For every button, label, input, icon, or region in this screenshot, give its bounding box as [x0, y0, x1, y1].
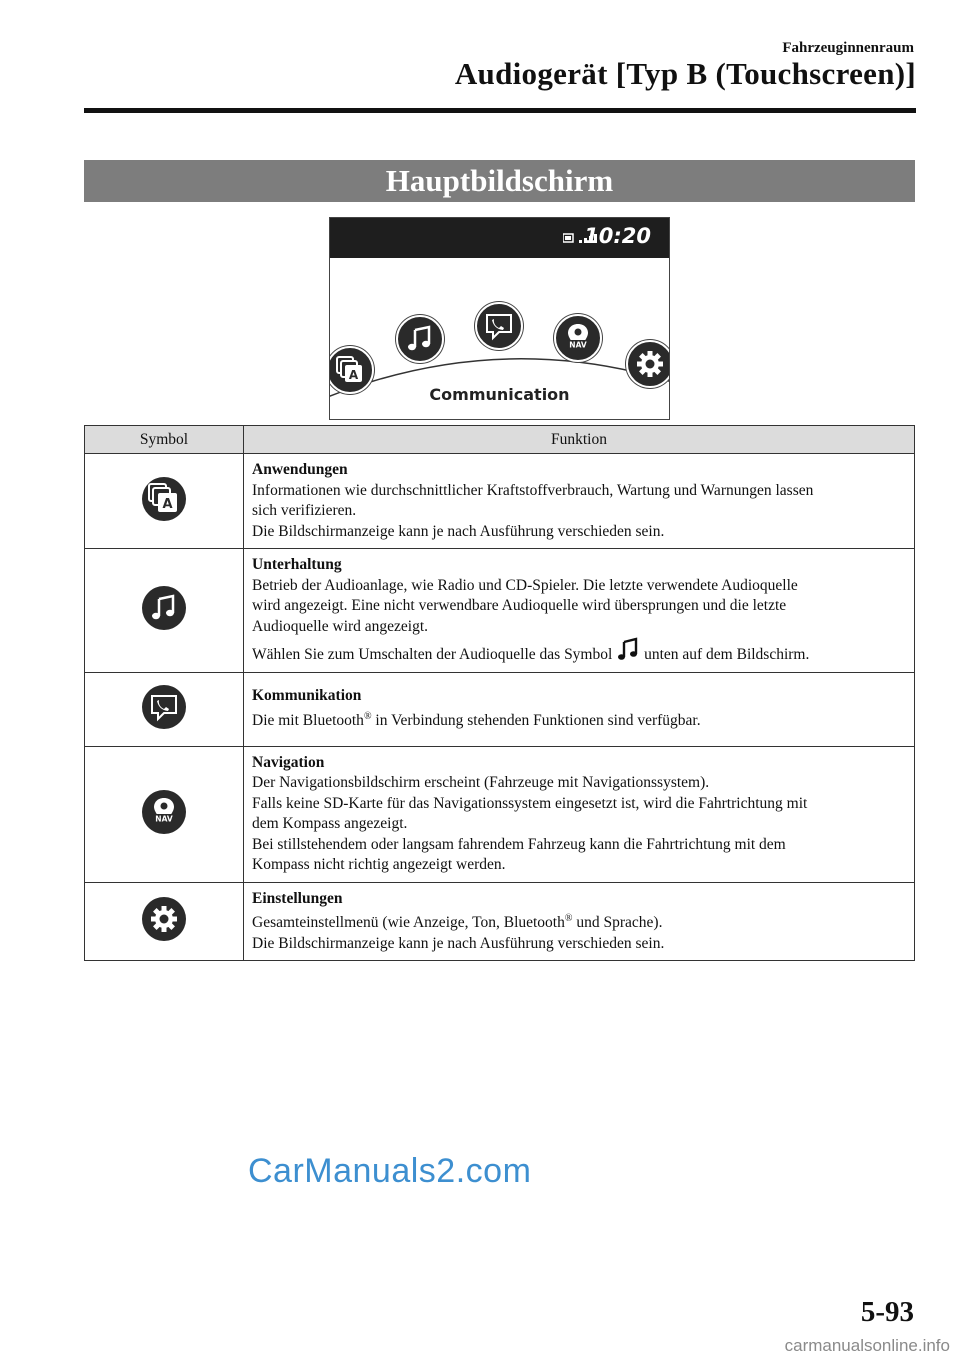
nav-icon	[554, 314, 602, 362]
function-title: Kommunikation	[252, 687, 362, 705]
svg-text:A: A	[348, 368, 359, 382]
footer-url: carmanualsonline.info	[784, 1336, 950, 1355]
function-text: Falls keine SD-Karte für das Navigationssystem eingesetzt ist, wird die Fahrtrichtung mit	[252, 794, 808, 812]
symbol-cell	[85, 549, 244, 673]
nav-icon	[142, 790, 186, 834]
registered-mark: ®	[363, 710, 372, 722]
svg-text:A: A	[162, 496, 173, 512]
music-icon	[142, 586, 186, 630]
table-row	[85, 882, 915, 961]
table-row	[85, 549, 915, 673]
function-text: dem Kompass angezeigt.	[252, 815, 408, 832]
function-text: Die mit Bluetooth® in Verbindung stehenden Funktionen sind verfügbar.	[252, 710, 701, 730]
function-text: Der Navigationsbildschirm erscheint (Fahrzeuge mit Navigationssystem).	[252, 774, 710, 791]
function-note	[252, 637, 906, 666]
header-rule	[84, 108, 916, 113]
column-header-function: Funktion	[244, 426, 915, 454]
function-cell	[244, 746, 915, 882]
page-number: 5-93	[860, 1296, 914, 1328]
section-title: Hauptbildschirm	[84, 160, 915, 202]
gear-icon	[626, 340, 670, 388]
function-note-after: unten auf dem Bildschirm.	[644, 646, 810, 663]
function-cell	[244, 672, 915, 746]
page-title: Audiogerät [Typ B (Touchscreen)]	[454, 56, 916, 91]
symbol-cell	[85, 882, 244, 961]
symbol-cell	[85, 746, 244, 882]
function-text: Die Bildschirmanzeige kann je nach Ausführung verschieden sein.	[252, 522, 665, 540]
registered-mark: ®	[564, 913, 573, 924]
svg-text:NAV: NAV	[155, 814, 173, 823]
function-text: Gesamteinstellmenü (wie Anzeige, Ton, Bluetooth® und Sprache).	[252, 913, 663, 932]
function-text: sich verifizieren.	[252, 502, 357, 519]
table-row	[85, 454, 915, 549]
watermark-text: CarManuals2.com	[248, 1152, 532, 1190]
screen-label: Communication	[429, 385, 570, 404]
phone-chat-icon	[142, 685, 186, 729]
svg-text:NAV: NAV	[569, 340, 587, 350]
function-cell	[244, 549, 915, 673]
music-icon	[396, 315, 444, 363]
function-title: Einstellungen	[252, 889, 343, 907]
function-text: Audioquelle wird angezeigt.	[252, 617, 429, 635]
function-text: Kompass nicht richtig angezeigt werden.	[252, 856, 506, 873]
music-note-icon	[616, 637, 640, 661]
phone-chat-icon	[475, 302, 523, 350]
function-text: Betrieb der Audioanlage, wie Radio und CD-Spieler. Die letzte verwendete Audioquelle	[252, 576, 798, 594]
table-row	[85, 746, 915, 882]
function-cell	[244, 454, 915, 549]
function-cell	[244, 882, 915, 961]
gear-icon	[142, 897, 186, 941]
home-screen-illustration	[329, 217, 670, 420]
function-title: Navigation	[252, 753, 325, 771]
symbol-cell	[85, 672, 244, 746]
table-header-row	[85, 426, 915, 454]
table-row	[85, 672, 915, 746]
function-note-before: Wählen Sie zum Umschalten der Audioquelle das Symbol	[252, 646, 613, 663]
header-section-label: Fahrzeuginnenraum	[782, 40, 914, 56]
function-title: Unterhaltung	[252, 556, 342, 573]
apps-icon	[142, 477, 186, 521]
function-text: Informationen wie durchschnittlicher Kraftstoffverbrauch, Wartung und Warnungen lassen	[252, 481, 814, 499]
symbol-function-table	[84, 425, 915, 961]
screen-clock: 10:20	[584, 224, 651, 248]
column-header-symbol: Symbol	[85, 426, 244, 454]
function-text: Die Bildschirmanzeige kann je nach Ausführung verschieden sein.	[252, 934, 665, 952]
symbol-cell	[85, 454, 244, 549]
function-title: Anwendungen	[252, 461, 348, 478]
function-text: Bei stillstehendem oder langsam fahrendem Fahrzeug kann die Fahrtrichtung mit dem	[252, 835, 786, 853]
function-text: wird angezeigt. Eine nicht verwendbare Audioquelle wird übersprungen und die letzte	[252, 597, 787, 614]
